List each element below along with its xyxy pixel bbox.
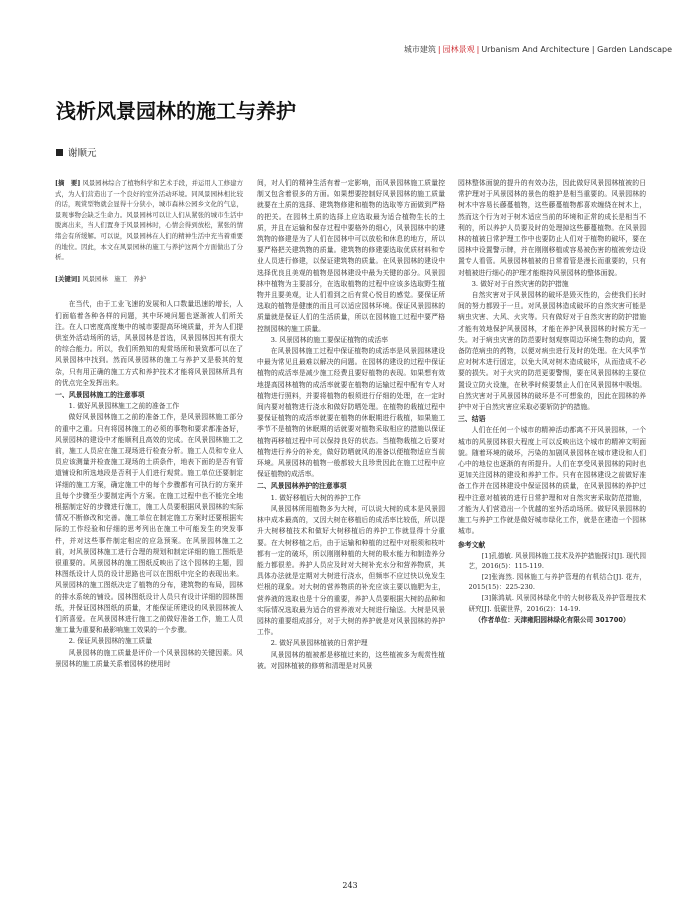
article-title: 浅析风景园林的施工与养护 <box>56 99 296 123</box>
abstract-tag: [摘 要] <box>55 179 81 187</box>
paragraph-1-2: 风景园林的施工质量是评价一个风景园林的关键因素。风景园林的施工质量关系着园林的使用时 <box>55 648 243 668</box>
author-affiliation: （作者单位：天津雍阳园林绿化有限公司 301700） <box>474 616 630 625</box>
paragraph-1-3: 在风景园林施工过程中保证植物的成活率是风景园林建设中最为常见且最难以解决的问题。在园林的建设的过程中保证植物的成活率是减少施工经费且要好植物的表现。如果想有效地提高园林植物的成活率就要在植物的运输过程中配有专人对植物进行照料，并要将植物的根须进行仔细的处理，在一定时间内要对植物进行浇水和做好防晒处理。在植物的栽植过程中要保证植物的成活率就要在植物的休眠期进行栽植，如果施工季节不是植物的休眠期的话就要对植物采取相应的措施以保证植物再移植过程中可以保持良好的状态。当植物栽植之后要对植物进行养分的补充，做好防晒就风的准备以便植物适应当前环境。风景园林的植物一般都较大且珍贵因此在施工过程中应保证植物的成活率。 <box>257 347 445 479</box>
keywords-tag: [关键词] <box>55 274 81 283</box>
paragraph-2-2: 风景园林的植被都是移植过来的，这些植被多为观赏性植被。对园林植被的修剪和清理是对风景 <box>257 650 445 670</box>
header-column: 园林景观 <box>442 45 475 54</box>
section-heading-3: 三、结语 <box>458 415 486 424</box>
subheading-1-3: 3. 风景园林的施工要保证植物的成活率 <box>270 335 388 344</box>
intro-paragraph: 在当代，由于工业飞速的发展和人口数量迅速的增长，人们面临着各种各样的问题，其中环境问题也逐渐被人们所关注。在人口密度高度集中的城市要提高环境质量，并为人们提供室外活动场所的话，风景园林是首选，风景园林因其有很大的综合能力。所以，我们所熟知的观赏场所和景致都可以在了风景园林中找到。然而风景园林的施工与养护又是极其的复杂，只有用正确的施工方式和养护技术才能将风景园林所具有的优点完全发挥出来。 <box>55 300 243 387</box>
author-marker-icon <box>56 149 63 156</box>
subheading-1-1: 1. 做好风景园林施工之前的准备工作 <box>68 402 180 411</box>
paragraph-2-1: 风景园林所用植物多为大树，可以说大树的成本是风景园林中成本最高的，又因大树在移植后的成活率比较低，所以提升大树移植技术和做好大树移植后的养护工作就显得十分重要。在大树移植之后，由于运输和种植的过程中对根须和枝叶都有一定的破坏，所以刚刚种植的大树的吸水能力和制造养分能力都很差。养护人员应及时对大树补充水分和营养物质，其具体办法就是定期对大树进行浇水，但频率不应过快以免发生烂根的现象。对大树的营养物质的补充应该主要以施肥为主，营养液的选取也是十分的重要，养护人员要根据大树的品种和实际情况选取最为适合的营养液对大树进行输送。大树是风景园林的重要组成部分，对于大树的养护就是对风景园林的养护工作。 <box>257 504 445 637</box>
keywords <box>55 274 243 285</box>
subheading-2-1: 1. 做好移植后大树的养护工作 <box>270 493 361 502</box>
subheading-2-2: 2. 做好风景园林植被的日常护理 <box>270 639 368 648</box>
author-name: 谢顺元 <box>68 148 97 159</box>
abstract <box>55 178 243 263</box>
paragraph-1-2-cont: 间，对人们的精神生活有着一定影响，而风景园林施工质量控制又包含着很多的方面。如果想要控制好风景园林的施工质量就要在土质的选择、建筑物修建和植物的选取等方面做到严格的把关。在园林土质的选择上应选取最为适合植物生长的土质，并且在运输和保存过程中要格外的细心，风景园林中的建筑物的修建是为了人们在园林中可以放松和休息的地方，所以要严格把关建筑物的质量。建筑物的修建要选取优质材料和专业人员进行修建，以保证建筑物的质量。在风景园林的建设中选择优良且美观的植物是园林建设中最为关键的部分。风景园林中植物为主要部分，在选取植物的过程中应该多选取野生植物并且要美观，让人们看到之后有赏心悦目的感觉。要保证所选取的植物是健康的而且可以适应园林环境。保证风景园林的质量就是保证人们的生活质量，所以在园林施工过程中要严格控制园林的施工质量。 <box>257 179 445 333</box>
author-line <box>56 145 97 159</box>
column-1 <box>55 178 243 670</box>
subheading-1-2: 2. 保证风景园林的施工质量 <box>68 637 153 646</box>
running-header: 城市建筑 | 园林景观 | Urbanism And Architecture | Garden Landscape <box>403 45 672 54</box>
reference-item: [1]孔德敏. 风景园林施工技术及养护措施探讨[J]. 现代园艺，2016(5)：115-119. <box>468 551 646 571</box>
abstract-text: 风景园林综合了植物科学和艺术手段，并运用人工修建方式，为人们营造出了一个良好的室外活动环境。同风景园林相比较的话，观赏型物就会显得十分狭小，城市森林公园乡文化的气息，景观事物会缺乏生命力。风景园林可以让人们从紧张的城市生活中脱离出来，当人们置身于风景园林时，心情会得到放松，紧张的情绪会有所缓解。可以说，风景园林在人们的精神生活中充当着重要的地位。因此，本文在风景园林的施工与养护这两个方面做出了分析。 <box>55 179 243 262</box>
header-section: 城市建筑 <box>403 45 436 54</box>
paragraph-2-2-cont: 园林整体面貌的提升的有效办法，因此做好风景园林植被的日常护理对于风景园林的景色的维护是相当重要的。风景园林的树木中容易长藤蔓植物，这些藤蔓植物都喜欢缠绕在树木上，然而这个行为对于树木适应当前的环境和正常的成长是相当不利的，所以养护人员要及时的处理掉这些藤蔓植物。在风景园林的植被日常护理工作中也要防止人们对于植物的破坏，要在园林中设置警示牌，并在刚刚移植或容易被伤害的植被旁边设置专人看管。风景园林植被的日常看管是漫长而重要的，只有对植被进行细心的护理才能维持风景园林的整体面貌。 <box>458 179 646 277</box>
references-heading: 参考文献 <box>458 540 486 549</box>
header-tail: Urbanism And Architecture | Garden Landscape <box>481 45 672 54</box>
keywords-text: 风景园林 施工 养护 <box>82 274 147 283</box>
reference-item: [2]张海然. 园林施工与养护管理的有机结合[J]. 花卉，2015(15)：225-230. <box>468 572 646 592</box>
column-2 <box>257 178 445 672</box>
section-heading-1: 一、风景园林施工的注意事项 <box>55 390 145 399</box>
reference-item: [3]陈鸿斌. 风景园林绿化中的大树移栽及养护管理技术研究[J]. 低碳世界，2016(2)：14-19. <box>468 594 646 613</box>
section-heading-2: 二、风景园林养护的注意事项 <box>257 482 347 491</box>
paragraph-1-1: 做好风景园林施工之前的准备工作，是风景园林施工部分的重中之重。只有将园林施工的必须的事物和要求都准备好，风景园林的建设中才能顺利且高效的完成。在风景园林施工之前，施工人员应在施工现场进行检查分析。施工人员和专业人员应该测量并检查施工现场的土质条件，地表下面的是否有管道铺设和所选地段是否利于人们进行观赏。施工单位还要制定详细的施工方案，确定施工中的每个步骤都有可执行的方案并且每个步骤至少要制定两个方案。在施工过程中也不能完全地根据制定好的步骤进行施工，施工人员要根据风景园林的实际情况不断修改和完善。施工单位在制定施工方案时还要根据实际的工作经验和仔细的思考列出在施工中可能发生的突发事件，并对这些事件制定相应的应急预案。在风景园林施工之前，对风景园林施工进行合理的规划和制定详细的施工图纸是很重要的。风景园林的施工图纸反映出了这个园林的主题，园林图纸设计人员的设计思路也可以在图纸中完全的表现出来。风景园林的施工图纸决定了植物的分布，建筑物的布局，园林的排水系统的铺设。园林图纸设计人员只有设计详细的园林图纸，并保证园林图纸的质量，才能保证所建设的风景园林被人们所喜爱。在风景园林进行施工之前做好准备工作，施工人员施工量为重要和最影响施工效果的一个步骤。 <box>55 413 243 635</box>
conclusion-paragraph: 人们在任何一个城市的精神活动都离不开风景园林，一个城市的风景园林很大程度上可以反映出这个城市的精神文明面貌。随着环境的破坏，污染的加剧风景园林在城市建设和人们心中的地位也逐渐的有所提升。人们在享受风景园林的同时也更加关注园林的建设和养护工作。只有在园林建设之前做好准备工作并在园林建设中保证园林的质量，在风景园林的养护过程中注意对植被的进行日常护理和对自然灾害采取防范措施，才能为人们营造出一个优越的室外活动场所。做好风景园林的施工与养护工作就是做好城市绿化工作，就是在建造一个园林城市。 <box>458 426 646 536</box>
paragraph-2-3: 自然灾害对于风景园林的破坏是毁灭性的，会使我们长时间的努力都毁于一旦。对风景园林造成破坏的自然灾害可能是病虫灾害、大风、火灾等。只有做好对于自然灾害的防护措施才能有效地保护风景园林，才能在养护风景园林的时候方无一失。对于病虫灾害的防范要时刻观察周边环境生物的动向，置备防范病虫的药物，以便对病虫进行及时的处理。在大风季节应对树木进行固定，以免大风对树木造成破坏，从而造成不必要的损失。对于火灾的防范更要警惕，要在风景园林的主要位置设立防火设施，在秋季时候要禁止人们在风景园林中吸烟。自然灾害对于风景园林的破坏是不可想象的，因此在园林的养护中对于自然灾害应采取必要斩防护的措施。 <box>458 291 646 412</box>
page-number: 243 <box>342 881 358 890</box>
column-3 <box>458 178 646 626</box>
subheading-2-3: 3. 做好对于自然灾害的防护措施 <box>471 279 569 288</box>
